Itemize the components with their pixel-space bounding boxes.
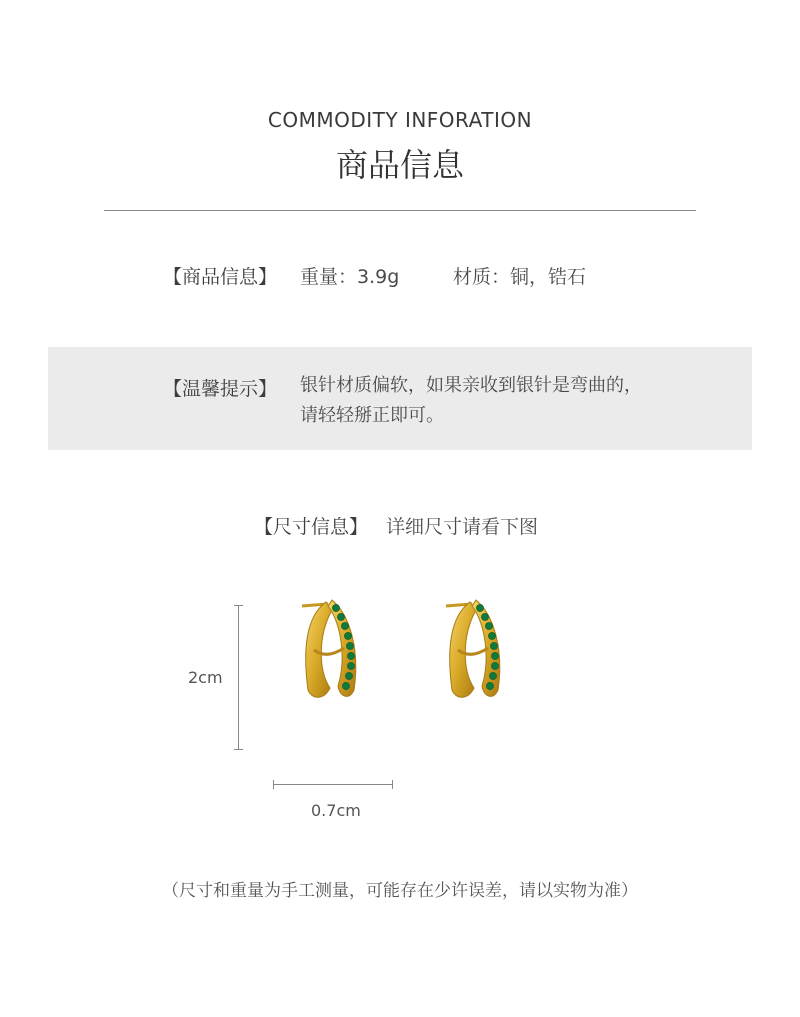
height-cap-bottom <box>234 749 243 750</box>
material-text: 材质：铜，锆石 <box>453 266 587 288</box>
height-cap-top <box>234 605 243 606</box>
size-label: 【尺寸信息】 <box>254 516 369 538</box>
tip-label: 【温馨提示】 <box>163 378 278 400</box>
title-chinese: 商品信息 <box>335 146 464 184</box>
height-label: 2cm <box>188 668 223 687</box>
width-label: 0.7cm <box>311 801 361 820</box>
earring-right-image <box>432 590 522 710</box>
weight-text: 重量：3.9g <box>300 266 400 288</box>
title-english: COMMODITY INFORATION <box>267 108 533 132</box>
earring-left-image <box>288 590 378 710</box>
height-dimension-line <box>238 605 239 750</box>
width-dimension-line <box>273 784 393 785</box>
width-cap-left <box>273 780 274 789</box>
size-desc: 详细尺寸请看下图 <box>386 516 539 538</box>
info-label: 【商品信息】 <box>163 266 278 288</box>
width-cap-right <box>392 780 393 789</box>
tip-content <box>300 371 642 431</box>
measurement-note: （尺寸和重量为手工测量，可能存在少许误差，请以实物为准） <box>162 881 638 901</box>
divider <box>104 210 696 211</box>
tip-line-2: 请轻轻掰正即可。 <box>300 405 444 426</box>
tip-line-1: 银针材质偏软，如果亲收到银针是弯曲的， <box>300 375 642 396</box>
